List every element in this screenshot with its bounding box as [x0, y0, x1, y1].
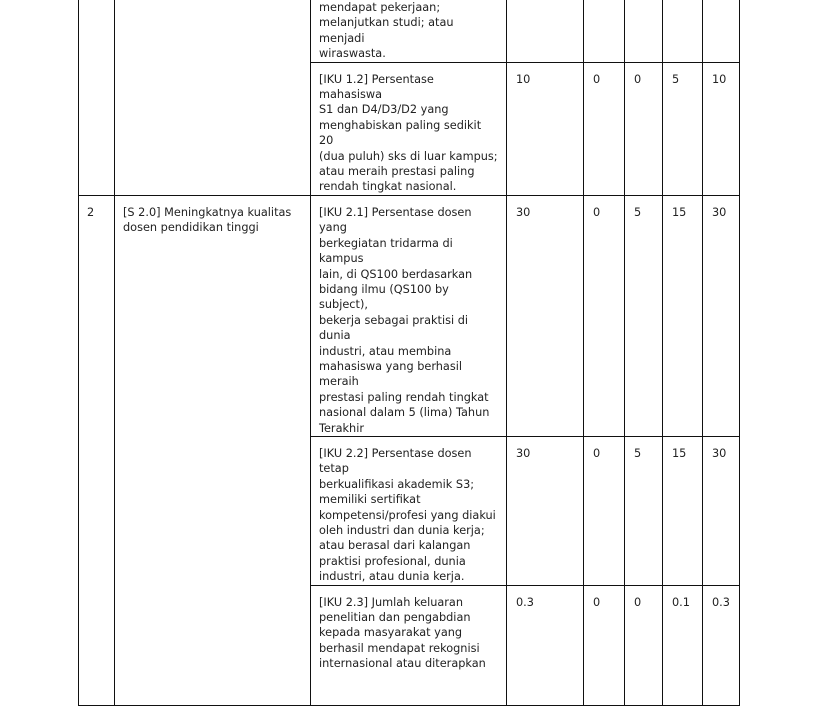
sasaran-cell: [115, 0, 311, 195]
iku-line: industri, atau dunia kerja.: [319, 570, 465, 584]
iku-line: S1 dan D4/D3/D2 yang: [319, 103, 449, 117]
target-value-cell: 0: [584, 436, 625, 585]
target-value-cell: 15: [663, 195, 703, 436]
sasaran-line: dosen pendidikan tinggi: [123, 221, 259, 235]
iku-line: [IKU 2.2] Persentase dosen tetap: [319, 446, 472, 476]
iku-cell: [311, 585, 507, 705]
table-row: [79, 195, 740, 436]
iku-line: berkegiatan tridarma di kampus: [319, 236, 453, 266]
target-value-cell: 0: [584, 62, 625, 195]
iku-line: [IKU 1.2] Persentase mahasiswa: [319, 72, 434, 102]
target-value-cell: 0: [625, 585, 663, 705]
row-number-cell: [79, 0, 115, 195]
iku-line: kompetensi/profesi yang diakui: [319, 508, 496, 522]
target-value-cell: 30: [507, 436, 584, 585]
target-value-cell: 5: [663, 62, 703, 195]
target-value-cell: 0.3: [703, 585, 740, 705]
iku-line: prestasi paling rendah tingkat: [319, 390, 489, 404]
target-value-cell: 0.1: [663, 585, 703, 705]
iku-line: oleh industri dan dunia kerja;: [319, 524, 485, 537]
iku-cell: [311, 0, 507, 62]
target-value-cell: [584, 0, 625, 62]
iku-line: [IKU 2.3] Jumlah keluaran: [319, 595, 464, 609]
iku-line: internasional atau diterapkan: [319, 657, 486, 671]
iku-line: atau meraih prestasi paling: [319, 165, 475, 179]
iku-line: praktisi profesional, dunia: [319, 554, 466, 568]
sasaran-line: [S 2.0] Meningkatnya kualitas: [123, 205, 292, 219]
target-value-cell: 0: [625, 62, 663, 195]
iku-target-table: [78, 0, 740, 706]
iku-line: melanjutkan studi; atau menjadi: [319, 16, 454, 45]
iku-line: [IKU 2.1] Persentase dosen yang: [319, 205, 472, 235]
target-value-cell: [625, 0, 663, 62]
iku-line: rendah tingkat nasional.: [319, 180, 457, 194]
iku-line: mahasiswa yang berhasil meraih: [319, 359, 463, 389]
target-value-cell: 5: [625, 195, 663, 436]
target-value-cell: 15: [663, 436, 703, 585]
iku-line: memiliki sertifikat: [319, 493, 421, 507]
target-value-cell: 30: [507, 195, 584, 436]
iku-line: bidang ilmu (QS100 by subject),: [319, 282, 449, 312]
target-value-cell: 0: [584, 195, 625, 436]
target-value-cell: 10: [507, 62, 584, 195]
iku-line: lain, di QS100 berdasarkan: [319, 267, 473, 281]
iku-line: berhasil mendapat rekognisi: [319, 641, 480, 655]
iku-line: bekerja sebagai praktisi di dunia: [319, 313, 469, 343]
row-number-cell: 2: [79, 195, 115, 705]
iku-line: wiraswasta.: [319, 47, 386, 61]
target-value-cell: 30: [703, 436, 740, 585]
target-value-cell: [507, 0, 584, 62]
iku-line: industri, atau membina: [319, 344, 452, 358]
iku-line: kepada masyarakat yang: [319, 626, 463, 640]
iku-line: (dua puluh) sks di luar kampus;: [319, 149, 498, 163]
target-value-cell: [703, 0, 740, 62]
iku-line: mendapat pekerjaan;: [319, 1, 441, 14]
iku-line: nasional dalam 5 (lima) Tahun: [319, 406, 490, 420]
iku-line: penelitian dan pengabdian: [319, 611, 471, 625]
target-value-cell: 30: [703, 195, 740, 436]
iku-cell: [311, 62, 507, 195]
iku-cell: [311, 436, 507, 585]
iku-line: Terakhir: [319, 421, 364, 435]
iku-line: atau berasal dari kalangan: [319, 539, 471, 553]
target-value-cell: [663, 0, 703, 62]
target-value-cell: 5: [625, 436, 663, 585]
target-value-cell: 0: [584, 585, 625, 705]
sasaran-cell: [115, 195, 311, 705]
iku-line: menghabiskan paling sedikit 20: [319, 118, 482, 148]
iku-cell: [311, 195, 507, 436]
iku-line: berkualifikasi akademik S3;: [319, 477, 475, 491]
target-value-cell: 10: [703, 62, 740, 195]
document-page: [78, 0, 740, 706]
target-value-cell: 0.3: [507, 585, 584, 705]
table-row: [79, 0, 740, 62]
